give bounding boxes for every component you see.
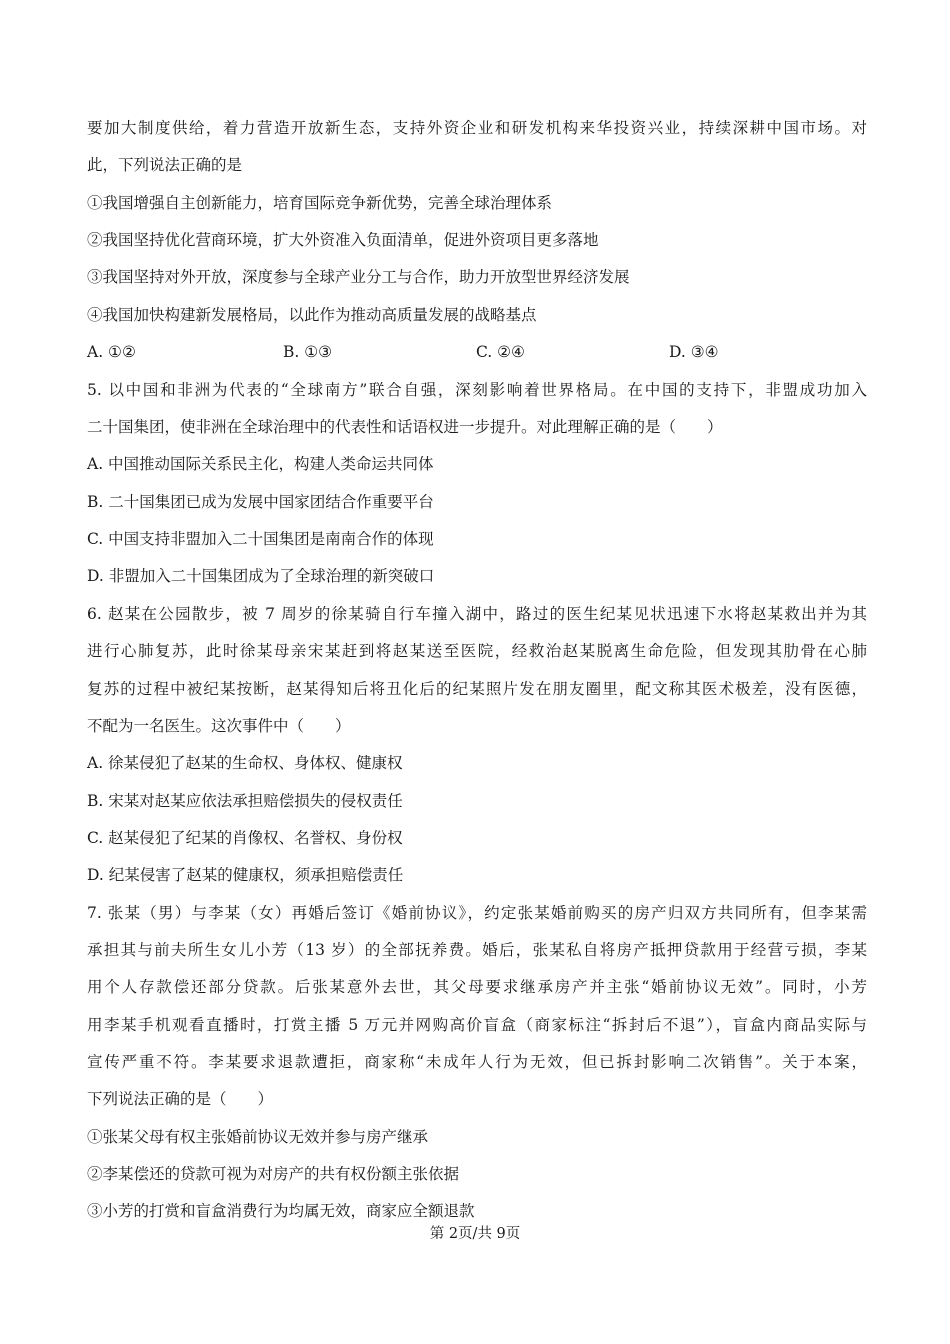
q5-option-c[interactable]: C. 中国支持非盟加入二十国集团是南南合作的体现: [87, 530, 434, 548]
q7-statement-1: ①张某父母有权主张婚前协议无效并参与房产继承: [87, 1128, 429, 1146]
q6-option-c[interactable]: C. 赵某侵犯了纪某的肖像权、名誉权、身份权: [87, 829, 403, 847]
q4-stem-line-2: 此，下列说法正确的是: [87, 156, 243, 174]
q4-stem-line-1: 要加大制度供给，着力营造开放新生态，支持外资企业和研发机构来华投资兴业，持续深耕中国市场。对: [87, 119, 867, 137]
q5-option-d[interactable]: D. 非盟加入二十国集团成为了全球治理的新突破口: [87, 567, 435, 585]
q4-option-d[interactable]: D. ③④: [669, 343, 719, 361]
q6-stem-line-2: 进行心肺复苏，此时徐某母亲宋某赶到将赵某送至医院，经救治赵某脱离生命危险，但发现其肋骨在心肺: [87, 642, 867, 660]
q4-option-c[interactable]: C. ②④: [476, 343, 525, 361]
q6-stem-line-4: 不配为一名医生。这次事件中（ ）: [87, 717, 351, 735]
q6-stem-line-3: 复苏的过程中被纪某按断，赵某得知后将丑化后的纪某照片发在朋友圈里，配文称其医术极差，没有医德，: [87, 680, 867, 698]
q4-statement-3: ③我国坚持对外开放，深度参与全球产业分工与合作，助力开放型世界经济发展: [87, 268, 630, 286]
q5-stem-line-2: 二十国集团，使非洲在全球治理中的代表性和话语权进一步提升。对此理解正确的是（ ）: [87, 418, 723, 436]
q7-statement-2: ②李某偿还的贷款可视为对房产的共有权份额主张依据: [87, 1165, 460, 1183]
q7-stem-line-4: 用李某手机观看直播时，打赏主播 5 万元并网购高价盲盒（商家标注“拆封后不退”），盲盒内商品实际与: [87, 1016, 867, 1034]
page-number: 第 2页/共 9页: [429, 1226, 521, 1242]
q7-stem-line-3: 用个人存款偿还部分贷款。后张某意外去世，其父母要求继承房产并主张“婚前协议无效”。同时，小芳: [87, 978, 867, 996]
q5-stem-line-1: 5. 以中国和非洲为代表的“全球南方”联合自强，深刻影响着世界格局。在中国的支持下，非盟成功加入: [87, 381, 867, 399]
q4-statement-4: ④我国加快构建新发展格局，以此作为推动高质量发展的战略基点: [87, 306, 537, 324]
q5-option-b[interactable]: B. 二十国集团已成为发展中国家团结合作重要平台: [87, 493, 434, 511]
q6-stem-line-1: 6. 赵某在公园散步，被 7 周岁的徐某骑自行车撞入湖中，路过的医生纪某见状迅速下水将赵某救出并为其: [87, 605, 867, 623]
q6-option-a[interactable]: A. 徐某侵犯了赵某的生命权、身体权、健康权: [87, 754, 403, 772]
q7-stem-line-1: 7. 张某（男）与李某（女）再婚后签订《婚前协议》，约定张某婚前购买的房产归双方共同所有，但李某需: [87, 904, 867, 922]
q7-stem-line-6: 下列说法正确的是（ ）: [87, 1090, 274, 1108]
q4-option-b[interactable]: B. ①③: [283, 343, 333, 361]
q5-option-a[interactable]: A. 中国推动国际关系民主化，构建人类命运共同体: [87, 455, 434, 473]
q7-stem-line-2: 承担其与前夫所生女儿小芳（13 岁）的全部抚养费。婚后，张某私自将房产抵押贷款用于经营亏损，李某: [87, 941, 867, 959]
q6-option-b[interactable]: B. 宋某对赵某应依法承担赔偿损失的侵权责任: [87, 792, 403, 810]
q4-statement-1: ①我国增强自主创新能力，培育国际竞争新优势，完善全球治理体系: [87, 194, 553, 212]
q6-option-d[interactable]: D. 纪某侵害了赵某的健康权，须承担赔偿责任: [87, 866, 404, 884]
q4-option-a[interactable]: A. ①②: [87, 343, 136, 361]
q7-statement-3: ③小芳的打赏和盲盒消费行为均属无效，商家应全额退款: [87, 1202, 475, 1220]
q4-statement-2: ②我国坚持优化营商环境，扩大外资准入负面清单，促进外资项目更多落地: [87, 231, 599, 249]
q7-stem-line-5: 宣传严重不符。李某要求退款遭拒，商家称“未成年人行为无效，但已拆封影响二次销售”。关于本案，: [87, 1053, 867, 1071]
